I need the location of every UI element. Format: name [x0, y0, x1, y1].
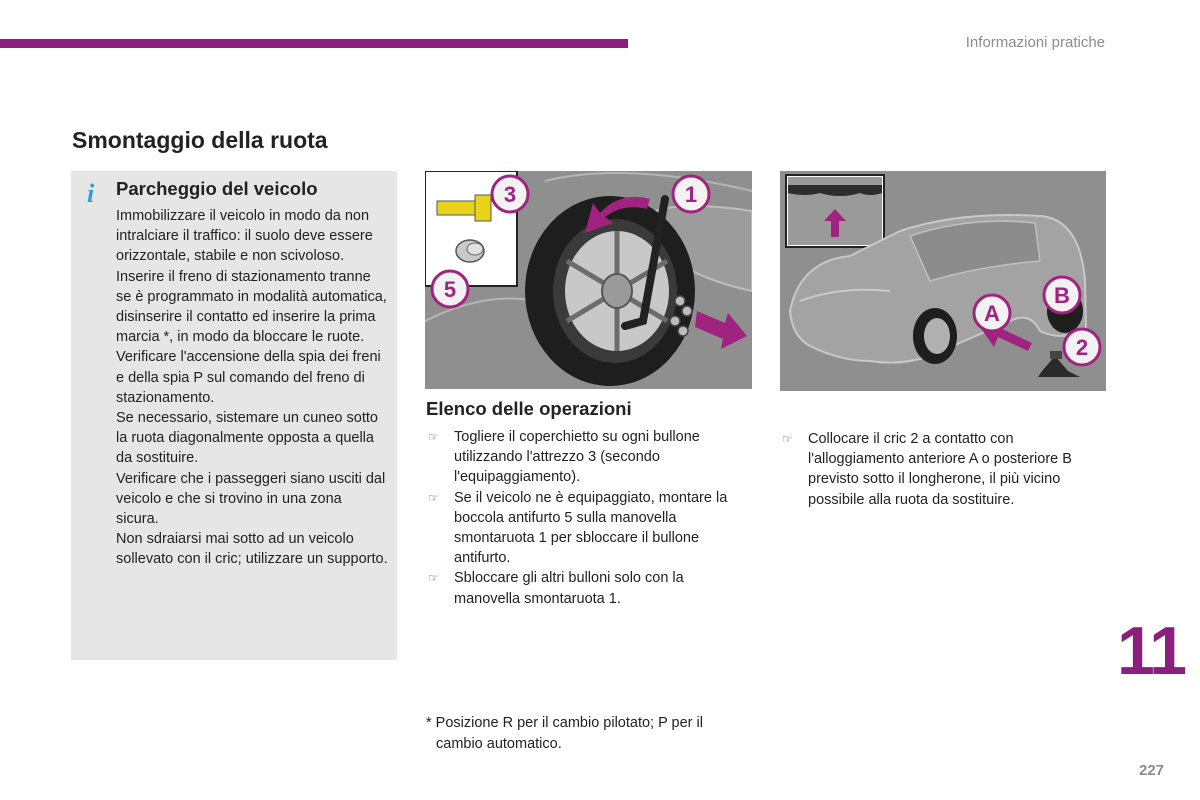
- callout-1: [673, 176, 709, 212]
- info-paragraph: Non sdraiarsi mai sotto ad un veicolo sollevato con il cric; utilizzare un supporto.: [116, 531, 388, 568]
- list-item-text: Togliere il coperchietto su ogni bullone utilizzando l'attrezzo 3 (secondo l'equipaggiamento).: [454, 429, 700, 486]
- list-item-text: Collocare il cric 2 a contatto con l'alloggiamento anteriore A o posteriore B previsto sotto il longherone, il più vicino possibile alla ruota da sostituire.: [808, 431, 1072, 508]
- list-item: [426, 568, 736, 608]
- page-title: Smontaggio della ruota: [72, 127, 328, 153]
- list-item: [780, 429, 1102, 510]
- info-paragraph: Inserire il freno di stazionamento tranne se è programmato in modalità automatica, disinserire il contatto ed inserire la prima marcia *, in modo da bloccare le ruote.: [116, 268, 387, 346]
- section-label: Informazioni pratiche: [965, 34, 1105, 51]
- footnote-line-1: * Posizione R per il cambio pilotato; P per il: [426, 715, 703, 731]
- jack-list: [780, 429, 1102, 510]
- callout-3: [492, 176, 528, 212]
- car-jack-illustration: [780, 171, 1106, 391]
- info-body: [116, 206, 388, 570]
- wheel-wrench-illustration: [425, 171, 752, 389]
- callout-label-A: A: [984, 301, 1000, 326]
- info-paragraph: Verificare che i passeggeri siano usciti dal veicolo e che si trovino in una zona sicura.: [116, 470, 386, 528]
- info-paragraph: Se necessario, sistemare un cuneo sotto la ruota diagonalmente opposta a quella da sostituire.: [116, 410, 378, 467]
- callout-label-2: 2: [1075, 335, 1089, 360]
- callout-5: [432, 271, 468, 307]
- hand-pointer-icon: ☞: [428, 490, 439, 505]
- info-paragraph: Immobilizzare il veicolo in modo da non intralciare il traffico: il suolo deve essere orizzontale, stabile e non scivoloso.: [116, 208, 373, 265]
- list-item-text: Sbloccare gli altri bulloni solo con la manovella smontaruota 1.: [454, 570, 684, 607]
- footnote-line-2: cambio automatico.: [436, 736, 562, 752]
- list-item: [426, 488, 736, 569]
- info-title: Parcheggio del veicolo: [116, 178, 318, 199]
- hand-pointer-icon: ☞: [782, 432, 793, 446]
- info-paragraph: Verificare l'accensione della spia dei freni e della spia P sul comando del freno di stazionamento.: [116, 349, 381, 406]
- callout-A: [974, 295, 1010, 331]
- callout-B: [1044, 277, 1080, 313]
- info-box: [71, 171, 397, 660]
- list-item: [426, 427, 736, 488]
- hand-pointer-icon: ☞: [428, 430, 439, 444]
- page-number: 227: [1139, 762, 1165, 779]
- footnote: [426, 713, 746, 755]
- hand-pointer-icon: ☞: [428, 571, 439, 586]
- header-accent-bar: [0, 39, 628, 48]
- callout-label-3: 3: [503, 182, 517, 207]
- operations-list: [426, 427, 736, 609]
- callout-label-1: 1: [684, 182, 698, 207]
- callout-2: [1064, 329, 1100, 365]
- operations-title: Elenco delle operazioni: [426, 398, 632, 419]
- info-icon: i: [87, 179, 95, 208]
- list-item-text: Se il veicolo ne è equipaggiato, montare la boccola antifurto 5 sulla manovella smontaruota 1 per sbloccare il bullone antifurto.: [454, 489, 728, 567]
- callout-label-B: B: [1054, 283, 1070, 308]
- callout-label-5: 5: [443, 277, 457, 302]
- chapter-number: 11: [1117, 613, 1185, 689]
